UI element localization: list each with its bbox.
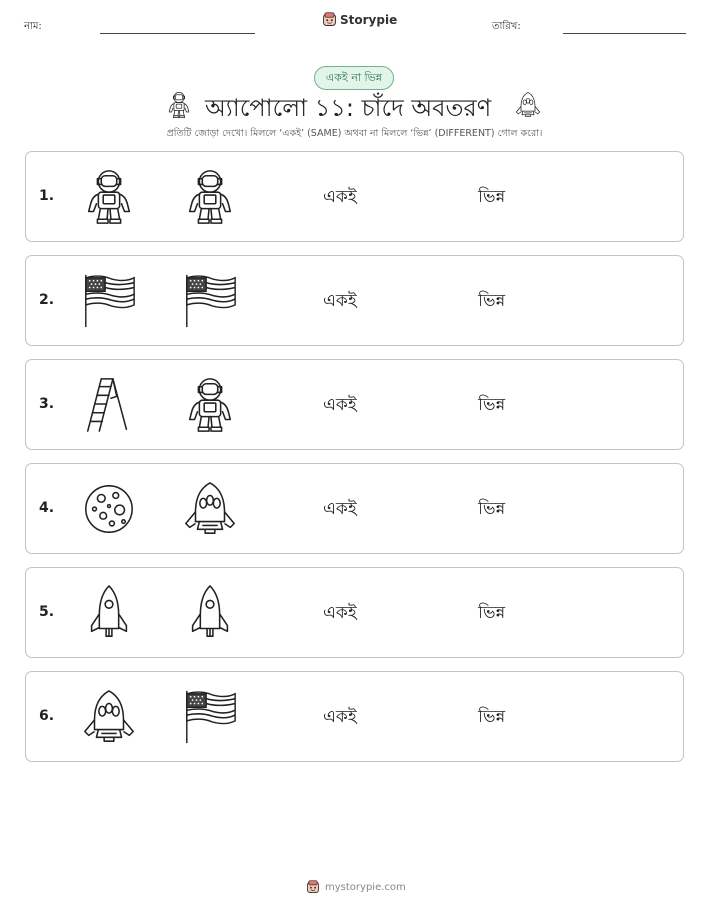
flag-icon xyxy=(80,270,138,332)
astronaut-icon xyxy=(181,166,239,228)
footer xyxy=(306,880,406,894)
option-same[interactable]: একই xyxy=(323,603,357,623)
option-different[interactable]: ভিন্ন xyxy=(478,707,506,727)
name-line[interactable] xyxy=(100,33,255,34)
footer-url: mystorypie.com xyxy=(325,881,406,893)
question-number: 3. xyxy=(39,396,55,412)
flag-icon xyxy=(181,270,239,332)
astronaut-icon xyxy=(165,90,193,120)
option-different[interactable]: ভিন্ন xyxy=(478,603,506,623)
flag-icon xyxy=(181,686,239,748)
option-same[interactable]: একই xyxy=(323,395,357,415)
question-number: 5. xyxy=(39,604,55,620)
question-row xyxy=(25,359,684,450)
ladder-icon xyxy=(80,374,138,436)
brand-name: Storypie xyxy=(340,12,398,27)
name-label: নাম: xyxy=(24,21,42,32)
rocket-icon xyxy=(181,582,239,644)
question-row xyxy=(25,463,684,554)
option-same[interactable]: একই xyxy=(323,187,357,207)
question-row xyxy=(25,151,684,242)
title-row xyxy=(0,88,709,124)
astronaut-icon xyxy=(181,374,239,436)
option-different[interactable]: ভিন্ন xyxy=(478,395,506,415)
option-same[interactable]: একই xyxy=(323,707,357,727)
question-row xyxy=(25,567,684,658)
option-different[interactable]: ভিন্ন xyxy=(478,499,506,519)
question-number: 6. xyxy=(39,708,55,724)
question-number: 4. xyxy=(39,500,55,516)
capsule-icon xyxy=(80,686,138,748)
question-number: 1. xyxy=(39,188,55,204)
worksheet-type-badge: একই না ভিন্ন xyxy=(314,66,394,90)
capsule-icon xyxy=(514,90,542,120)
astronaut-icon xyxy=(80,166,138,228)
question-row xyxy=(25,671,684,762)
storypie-logo-icon xyxy=(322,12,337,27)
date-line[interactable] xyxy=(563,33,686,34)
instructions: প্রতিটি জোড়া দেখো। মিললে ‘একই’ (SAME) অথবা না মিললে ‘ভিন্ন’ (DIFFERENT) গোল করো। xyxy=(166,128,543,139)
capsule-icon xyxy=(181,478,239,540)
rocket-icon xyxy=(80,582,138,644)
option-same[interactable]: একই xyxy=(323,291,357,311)
question-number: 2. xyxy=(39,292,55,308)
option-different[interactable]: ভিন্ন xyxy=(478,187,506,207)
moon-icon xyxy=(80,478,138,540)
page-title: অ্যাপোলো ১১: চাঁদে অবতরণ xyxy=(205,94,492,122)
storypie-logo-icon xyxy=(306,880,320,894)
date-label: তারিখ: xyxy=(492,21,521,32)
option-same[interactable]: একই xyxy=(323,499,357,519)
option-different[interactable]: ভিন্ন xyxy=(478,291,506,311)
question-row xyxy=(25,255,684,346)
brand-logo xyxy=(322,12,397,27)
